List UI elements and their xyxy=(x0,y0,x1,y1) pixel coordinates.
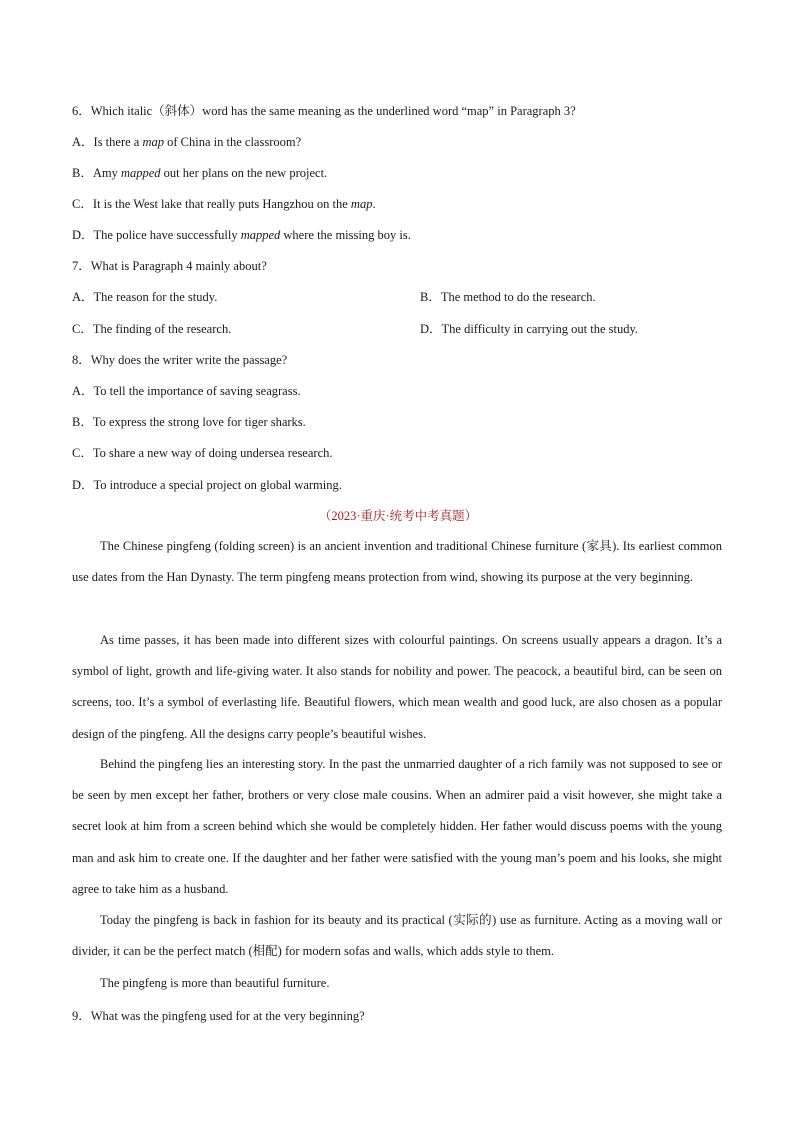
passage-paragraph-2: As time passes, it has been made into different sizes with colourful paintings. On screens usually appears a dragon. It’s a symbol of light, growth and life-giving water. It also stands for nobility and power. The peacock, a beautiful bird, can be seen on screens, too. It’s a symbol of everlasting life. Beautiful flowers, which mean wealth and good luck, are also chosen as a popular design of the pingfeng. All the designs carry people’s beautiful wishes. xyxy=(72,633,722,741)
passage-paragraph-4: Today the pingfeng is back in fashion for its beauty and its practical (实际的) use as furniture. Acting as a moving wall or divider, it can be the perfect match (相配) for modern sofas and walls, which adds style to them. xyxy=(72,913,722,959)
q6-option-d: D．The police have successfully mapped where the missing boy is. xyxy=(72,228,411,242)
q6-option-a: A．Is there a map of China in the classroom? xyxy=(72,135,302,149)
q7-option-b: B．The method to do the research. xyxy=(420,290,596,304)
q7-row-1 xyxy=(72,289,724,305)
q6-option-b: B．Amy mapped out her plans on the new project. xyxy=(72,166,328,180)
q9-stem: 9．What was the pingfeng used for at the very beginning? xyxy=(72,1009,365,1023)
q6-option-c: C．It is the West lake that really puts Hangzhou on the map. xyxy=(72,197,376,211)
q7-option-d: D．The difficulty in carrying out the study. xyxy=(420,322,639,336)
passage-paragraph-5: The pingfeng is more than beautiful furniture. xyxy=(100,976,330,990)
q7-option-a: A．The reason for the study. xyxy=(72,290,218,304)
q8-option-a: A．To tell the importance of saving seagrass. xyxy=(72,384,301,398)
q7-stem: 7．What is Paragraph 4 mainly about? xyxy=(72,259,267,273)
q8-option-d: D．To introduce a special project on global warming. xyxy=(72,478,342,492)
source-label: （2023·重庆·统考中考真题） xyxy=(318,509,478,523)
q7-row-2 xyxy=(72,321,724,337)
q6-stem: 6．Which italic（斜体）word has the same meaning as the underlined word “map” in Paragraph 3? xyxy=(72,104,576,118)
passage-paragraph-3: Behind the pingfeng lies an interesting story. In the past the unmarried daughter of a rich family was not supposed to see or be seen by men except her father, brothers or very close male cousins. When an admirer paid a visit however, she might take a secret look at him from a screen behind which she would be completely hidden. Her father would discuss poems with the young man and ask him to create one. If the daughter and her father were satisfied with the young man’s poem and his looks, she might agree to take him as a husband. xyxy=(72,757,722,896)
q8-option-c: C．To share a new way of doing undersea research. xyxy=(72,446,333,460)
q8-option-b: B．To express the strong love for tiger sharks. xyxy=(72,415,306,429)
q7-option-c: C．The finding of the research. xyxy=(72,322,232,336)
q8-stem: 8．Why does the writer write the passage? xyxy=(72,353,288,367)
passage-paragraph-1: The Chinese pingfeng (folding screen) is an ancient invention and traditional Chinese furniture (家具). Its earliest common use dates from the Han Dynasty. The term pingfeng means protection from wind, showing its purpose at the very beginning. xyxy=(72,539,722,585)
